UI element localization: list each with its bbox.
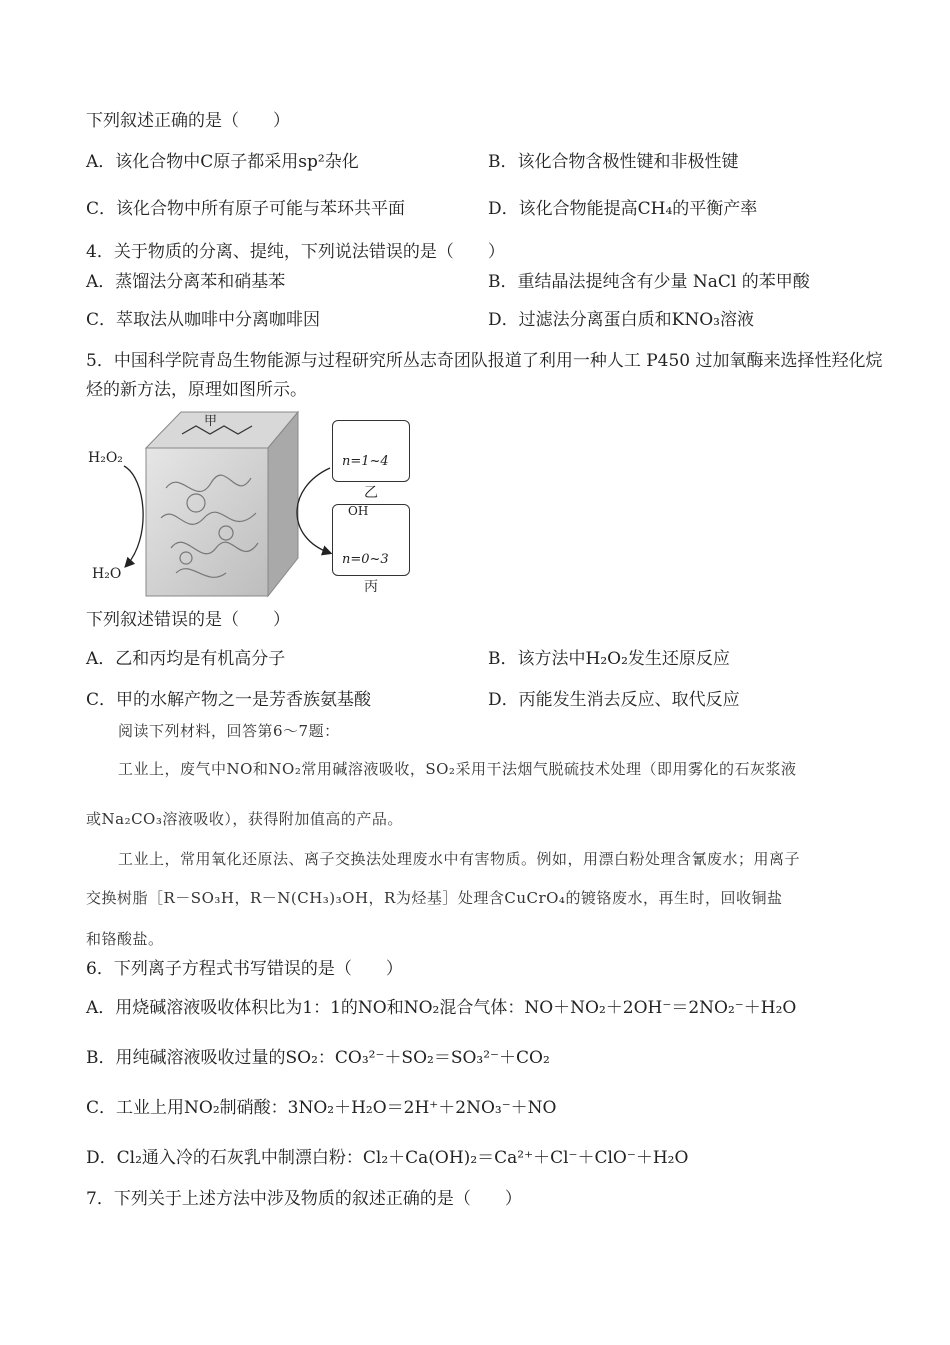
q5-option-a: A．乙和丙均是有机高分子 [86,649,286,669]
q3-stem: 下列叙述正确的是（ ） [86,111,290,131]
q6-option-c: C．工业上用NO₂制硝酸：3NO₂＋H₂O＝2H⁺＋2NO₃⁻＋NO [86,1098,557,1118]
q4-stem: 4．关于物质的分离、提纯，下列说法错误的是（ ） [86,242,505,262]
q6-option-b: B．用纯碱溶液吸收过量的SO₂：CO₃²⁻＋SO₂＝SO₃²⁻＋CO₂ [86,1048,550,1068]
yi-box [332,420,410,482]
label-bing: 丙 [364,579,378,595]
label-jia: 甲 [204,414,218,429]
material-p2-line1: 工业上，常用氧化还原法、离子交换法处理废水中有害物质。例如，用漂白粉处理含氰废水；用离子 [118,850,801,868]
q4-option-d: D．过滤法分离蛋白质和KNO₃溶液 [488,310,754,330]
material-p1-line1: 工业上，废气中NO和NO₂常用碱溶液吸收，SO₂采用干法烟气脱硫技术处理（即用雾化的石灰浆液 [118,760,797,778]
q5-question: 下列叙述错误的是（ ） [86,610,290,630]
material-intro: 阅读下列材料，回答第6～7题： [118,722,340,740]
n-range-bing: n=0~3 [342,552,389,567]
q3-option-c: C．该化合物中所有原子可能与苯环共平面 [86,199,406,219]
q3-option-a: A．该化合物中C原子都采用sp²杂化 [86,152,359,172]
q4-option-c: C．萃取法从咖啡中分离咖啡因 [86,310,321,330]
material-p2-line2: 交换树脂［R－SO₃H，R－N(CH₃)₃OH，R为烃基］处理含CuCrO₄的镀铬废水，再生时，回收铜盐 [86,889,783,907]
label-oh: OH [348,504,369,518]
q5-stem-line1: 5．中国科学院青岛生物能源与过程研究所丛志奇团队报道了利用一种人工 P450 过加氧酶来选择性羟化烷 [86,351,883,371]
material-p1-line2: 或Na₂CO₃溶液吸收），获得附加值高的产品。 [86,810,403,828]
q7-stem: 7．下列关于上述方法中涉及物质的叙述正确的是（ ） [86,1189,522,1209]
material-p2-line3: 和铬酸盐。 [86,930,164,948]
q5-option-d: D．丙能发生消去反应、取代反应 [488,690,740,710]
cube-front [146,448,268,596]
q5-option-b: B．该方法中H₂O₂发生还原反应 [488,649,730,669]
q6-option-a: A．用烧碱溶液吸收体积比为1：1的NO和NO₂混合气体：NO＋NO₂＋2OH⁻＝2NO₂⁻＋H₂O [86,998,797,1018]
h2o2-arrow [124,466,143,566]
q4-option-a: A．蒸馏法分离苯和硝基苯 [86,272,286,292]
q6-option-d: D．Cl₂通入冷的石灰乳中制漂白粉：Cl₂＋Ca(OH)₂＝Ca²⁺＋Cl⁻＋ClO⁻＋H₂O [86,1148,689,1168]
q3-option-b: B．该化合物含极性键和非极性键 [488,152,739,172]
q5-option-c: C．甲的水解产物之一是芳香族氨基酸 [86,690,372,710]
n-range-yi: n=1~4 [342,454,389,469]
conversion-arrow [297,468,330,553]
q5-figure [86,408,426,598]
q4-option-b: B．重结晶法提纯含有少量 NaCl 的苯甲酸 [488,272,810,292]
q6-stem: 6．下列离子方程式书写错误的是（ ） [86,959,403,979]
label-h2o: H₂O [92,566,122,582]
q3-option-d: D．该化合物能提高CH₄的平衡产率 [488,199,758,219]
label-yi: 乙 [364,485,378,501]
label-h2o2: H₂O₂ [88,450,123,466]
q5-stem-line2: 烃的新方法，原理如图所示。 [86,380,307,400]
